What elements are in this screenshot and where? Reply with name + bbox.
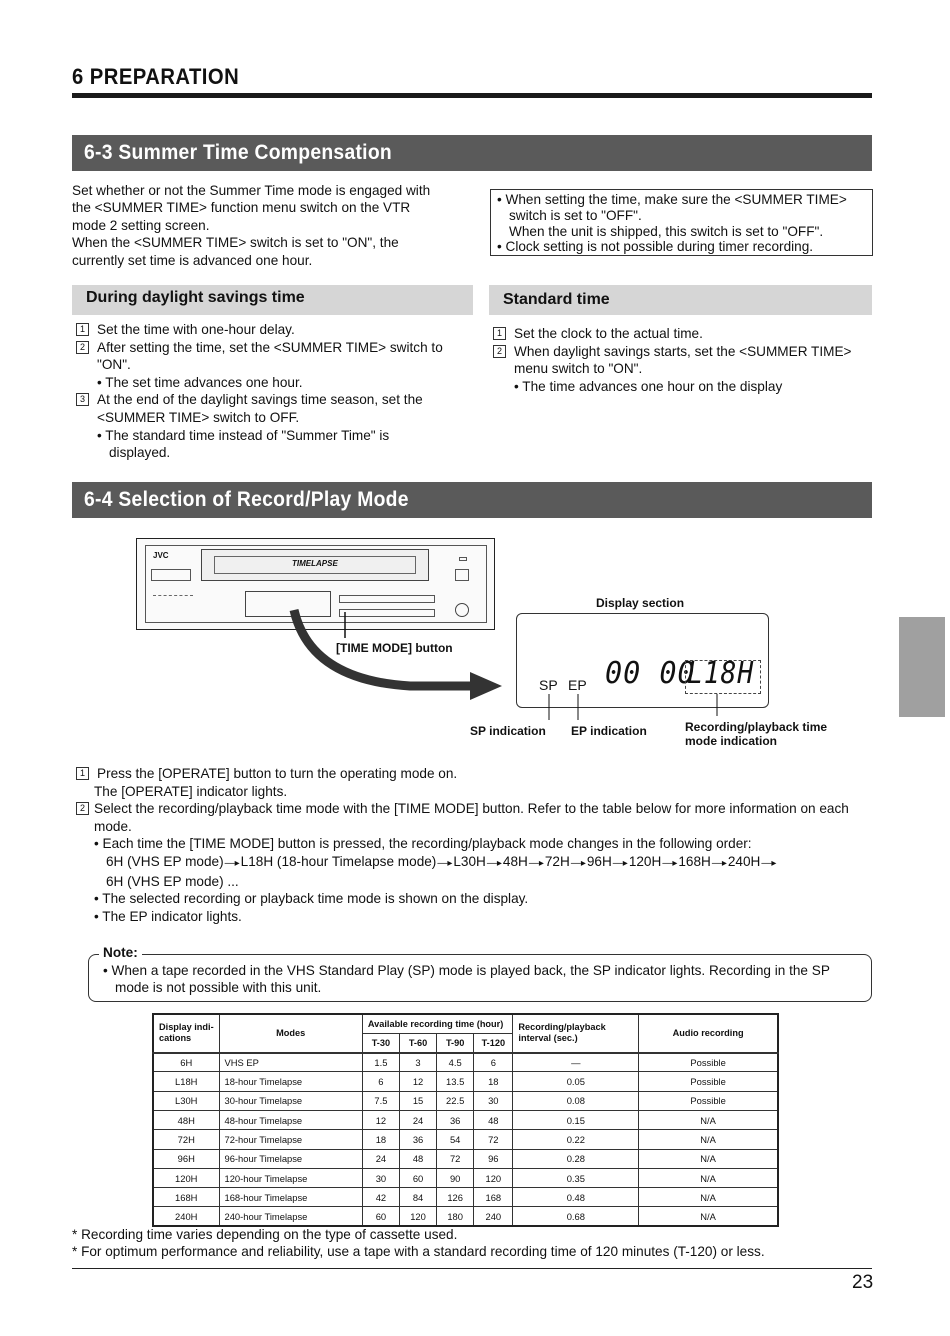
cell-interval: 0.22 <box>513 1130 639 1149</box>
cell-mode: 48-hour Timelapse <box>219 1110 362 1129</box>
mode-step-2-sub3: • The EP indicator lights. <box>94 908 242 924</box>
cell-t120: 72 <box>474 1130 513 1149</box>
vcr-button-group-left <box>151 569 191 581</box>
display-section-label: Display section <box>596 596 685 610</box>
cell-audio: Possible <box>639 1053 778 1072</box>
header-t60: T-60 <box>399 1033 436 1052</box>
sequence-arrow-icon: —▸ <box>612 857 628 869</box>
cell-audio: Possible <box>639 1091 778 1110</box>
cell-t90: 54 <box>437 1130 474 1149</box>
cell-interval: 0.05 <box>513 1072 639 1091</box>
cassette-slot <box>201 549 429 581</box>
cell-interval: — <box>513 1053 639 1072</box>
header-audio: Audio recording <box>639 1014 778 1053</box>
cell-t90: 36 <box>437 1110 474 1129</box>
footnote-1: * Recording time varies depending on the type of cassette used. <box>72 1227 458 1242</box>
step-number-1: 1 <box>493 327 506 340</box>
sequence-arrow-icon: —▸ <box>761 857 777 869</box>
table-header-row <box>153 1014 778 1033</box>
mode-step-1-line2: The [OPERATE] indicator lights. <box>94 783 288 799</box>
sequence-arrow-icon: —▸ <box>570 857 586 869</box>
mode-sequence: 6H (VHS EP mode)—▸L18H (18-hour Timelapse mode)—▸L30H—▸48H—▸72H—▸96H—▸120H—▸168H—▸240H—▸ <box>106 853 777 869</box>
cell-t120: 240 <box>474 1207 513 1226</box>
chapter-title: 6 PREPARATION <box>72 64 240 89</box>
sp-indication-label: SP indication <box>470 724 546 738</box>
header-available: Available recording time (hour) <box>362 1014 513 1033</box>
cell-t60: 12 <box>399 1072 436 1091</box>
step-number-3: 3 <box>76 393 89 406</box>
cell-audio: N/A <box>639 1130 778 1149</box>
cell-t60: 48 <box>399 1149 436 1168</box>
cell-display: L18H <box>153 1072 219 1091</box>
mode-step-1: 1 Press the [OPERATE] button to turn the operating mode on. <box>72 765 872 783</box>
daylight-step-3-sub: • The standard time instead of "Summer Time" is displayed. <box>97 427 390 461</box>
cell-t30: 18 <box>362 1130 399 1149</box>
step-number-2: 2 <box>76 341 89 354</box>
cell-t90: 90 <box>437 1168 474 1187</box>
ep-indicator: EP <box>568 677 587 693</box>
table-row <box>153 1130 778 1149</box>
sequence-arrow-icon: —▸ <box>528 857 544 869</box>
cell-display: 120H <box>153 1168 219 1187</box>
cell-t90: 126 <box>437 1188 474 1207</box>
step-number-1: 1 <box>76 323 89 336</box>
note-line: • Clock setting is not possible during timer recording. <box>497 239 814 255</box>
cell-t60: 3 <box>399 1053 436 1072</box>
note-box <box>88 945 872 1002</box>
cell-t90: 22.5 <box>437 1091 474 1110</box>
cell-t120: 30 <box>474 1091 513 1110</box>
standard-step-2: 2 When daylight savings starts, set the <SUMMER TIME> menu switch to "ON". <box>489 343 872 378</box>
cell-t30: 42 <box>362 1188 399 1207</box>
cell-t30: 12 <box>362 1110 399 1129</box>
daylight-step-2-sub: • The set time advances one hour. <box>97 374 303 390</box>
arrow-head <box>470 672 502 700</box>
table-row <box>153 1207 778 1226</box>
cell-interval: 0.15 <box>513 1110 639 1129</box>
time-mode-arrow <box>280 600 520 710</box>
cell-audio: N/A <box>639 1149 778 1168</box>
cell-t30: 24 <box>362 1149 399 1168</box>
mode-indication-label: Recording/playback time mode indication <box>685 720 828 748</box>
cell-t30: 30 <box>362 1168 399 1187</box>
mode-step-2-sub2: • The selected recording or playback time mode is shown on the display. <box>94 891 529 907</box>
footnote-2: * For optimum performance and reliability, use a tape with a standard recording time of 120 minutes (T-120) or less. <box>72 1244 765 1259</box>
cell-mode: 72-hour Timelapse <box>219 1130 362 1149</box>
cell-t120: 6 <box>474 1053 513 1072</box>
cell-t60: 84 <box>399 1188 436 1207</box>
cell-t90: 13.5 <box>437 1072 474 1091</box>
intro-paragraph <box>72 182 472 269</box>
cell-interval: 0.68 <box>513 1207 639 1226</box>
cell-mode: 96-hour Timelapse <box>219 1149 362 1168</box>
page-number: 23 <box>852 1272 874 1293</box>
cell-mode: 168-hour Timelapse <box>219 1188 362 1207</box>
subheading-standard: Standard time <box>489 285 872 315</box>
cell-t90: 180 <box>437 1207 474 1226</box>
record-mode-steps <box>72 765 872 925</box>
cell-display: 48H <box>153 1110 219 1129</box>
standard-step-1: 1 Set the clock to the actual time. <box>489 325 872 343</box>
cell-display: 168H <box>153 1188 219 1207</box>
chapter-rule <box>72 93 872 98</box>
cell-t60: 15 <box>399 1091 436 1110</box>
chapter-thumb-tab <box>899 617 945 717</box>
header-t90: T-90 <box>437 1033 474 1052</box>
cell-t60: 120 <box>399 1207 436 1226</box>
sequence-arrow-icon: —▸ <box>711 857 727 869</box>
note-title: Note: <box>99 945 142 960</box>
ep-indication-label: EP indication <box>571 724 647 738</box>
section-title-6-4: 6-4 Selection of Record/Play Mode <box>84 488 409 511</box>
seg-time-readout: 00 00 <box>605 656 696 691</box>
cell-mode: 30-hour Timelapse <box>219 1091 362 1110</box>
timelapse-logo: TIMELAPSE <box>292 559 338 568</box>
footer-rule <box>72 1268 872 1269</box>
cell-t30: 60 <box>362 1207 399 1226</box>
note-text: • When a tape recorded in the VHS Standard Play (SP) mode is played back, the SP indicator lights. Recording in the SP mode is not possible with this unit. <box>103 963 830 995</box>
table-row <box>153 1149 778 1168</box>
table-row <box>153 1072 778 1091</box>
sequence-arrow-icon: —▸ <box>662 857 678 869</box>
daylight-step-3: 3 At the end of the daylight savings time season, set the <SUMMER TIME> switch to OFF. <box>72 391 452 426</box>
cell-t30: 7.5 <box>362 1091 399 1110</box>
intro-line: When the <SUMMER TIME> switch is set to "ON", the <box>72 235 399 251</box>
cell-audio: N/A <box>639 1207 778 1226</box>
cell-t120: 120 <box>474 1168 513 1187</box>
mode-sequence-end: 6H (VHS EP mode) ... <box>106 873 239 889</box>
daylight-steps <box>72 321 452 462</box>
table-row <box>153 1053 778 1072</box>
mode-table <box>152 1013 779 1227</box>
cell-t120: 18 <box>474 1072 513 1091</box>
daylight-step-1: 1 Set the time with one-hour delay. <box>72 321 452 339</box>
cell-audio: N/A <box>639 1110 778 1129</box>
standard-steps <box>489 325 872 395</box>
cell-t120: 48 <box>474 1110 513 1129</box>
clock-note-box <box>490 189 873 256</box>
table-row <box>153 1168 778 1187</box>
cell-t90: 72 <box>437 1149 474 1168</box>
cell-mode: 18-hour Timelapse <box>219 1072 362 1091</box>
cell-t60: 24 <box>399 1110 436 1129</box>
header-t30: T-30 <box>362 1033 399 1052</box>
time-mode-button-label: [TIME MODE] button <box>336 641 453 655</box>
vcr-indicator <box>459 557 467 561</box>
cell-interval: 0.28 <box>513 1149 639 1168</box>
step-number-2: 2 <box>493 345 506 358</box>
cell-t30: 1.5 <box>362 1053 399 1072</box>
cell-audio: N/A <box>639 1168 778 1187</box>
table-row <box>153 1091 778 1110</box>
standard-step-2-sub: • The time advances one hour on the display <box>514 378 783 394</box>
table-row <box>153 1188 778 1207</box>
section-banner-6-3 <box>72 135 872 171</box>
vcr-brand-logo: JVC <box>153 551 169 560</box>
cell-display: 96H <box>153 1149 219 1168</box>
cell-display: L30H <box>153 1091 219 1110</box>
seg-mode-readout: L18H <box>687 656 755 691</box>
sequence-arrow-icon: —▸ <box>437 857 453 869</box>
vcr-button-right <box>455 569 469 581</box>
intro-line: mode 2 setting screen. <box>72 217 210 233</box>
table-row <box>153 1110 778 1129</box>
subheading-daylight: During daylight savings time <box>72 285 473 315</box>
cell-mode: 240-hour Timelapse <box>219 1207 362 1226</box>
note-line: • When setting the time, make sure the <SUMMER TIME> switch is set to "OFF". <box>497 192 847 223</box>
cell-display: 240H <box>153 1207 219 1226</box>
cell-audio: N/A <box>639 1188 778 1207</box>
header-t120: T-120 <box>474 1033 513 1052</box>
cell-t120: 96 <box>474 1149 513 1168</box>
cell-t60: 60 <box>399 1168 436 1187</box>
mode-step-2: 2 Select the recording/playback time mode with the [TIME MODE] button. Refer to the table below for more information on each mode. <box>72 800 872 835</box>
header-interval: Recording/playback interval (sec.) <box>513 1014 639 1053</box>
cell-audio: Possible <box>639 1072 778 1091</box>
cell-interval: 0.48 <box>513 1188 639 1207</box>
daylight-step-2: 2 After setting the time, set the <SUMMER TIME> switch to "ON". <box>72 339 452 374</box>
section-banner-6-4 <box>72 482 872 518</box>
cell-mode: 120-hour Timelapse <box>219 1168 362 1187</box>
vcr-small-buttons <box>153 595 193 613</box>
cell-mode: VHS EP <box>219 1053 362 1072</box>
cell-interval: 0.08 <box>513 1091 639 1110</box>
cell-t30: 6 <box>362 1072 399 1091</box>
cell-t90: 4.5 <box>437 1053 474 1072</box>
sequence-arrow-icon: —▸ <box>224 857 240 869</box>
table-body <box>153 1053 778 1227</box>
mode-step-2-sub1: • Each time the [TIME MODE] button is pressed, the recording/playback mode changes in the following order: <box>94 836 752 852</box>
note-line: When the unit is shipped, this switch is set to "OFF". <box>509 223 824 239</box>
sp-indicator: SP <box>539 677 558 693</box>
cell-display: 6H <box>153 1053 219 1072</box>
cell-t60: 36 <box>399 1130 436 1149</box>
section-title-6-3: 6-3 Summer Time Compensation <box>84 141 392 164</box>
intro-line: currently set time is advanced one hour. <box>72 252 313 268</box>
step-number-2: 2 <box>76 802 89 815</box>
header-modes: Modes <box>219 1014 362 1053</box>
intro-line: the <SUMMER TIME> function menu switch on the VTR <box>72 200 411 216</box>
step-number-1: 1 <box>76 767 89 780</box>
intro-line: Set whether or not the Summer Time mode is engaged with <box>72 183 431 198</box>
cell-interval: 0.35 <box>513 1168 639 1187</box>
cell-t120: 168 <box>474 1188 513 1207</box>
sequence-arrow-icon: —▸ <box>486 857 502 869</box>
header-display: Display indi-cations <box>153 1014 219 1053</box>
cell-display: 72H <box>153 1130 219 1149</box>
